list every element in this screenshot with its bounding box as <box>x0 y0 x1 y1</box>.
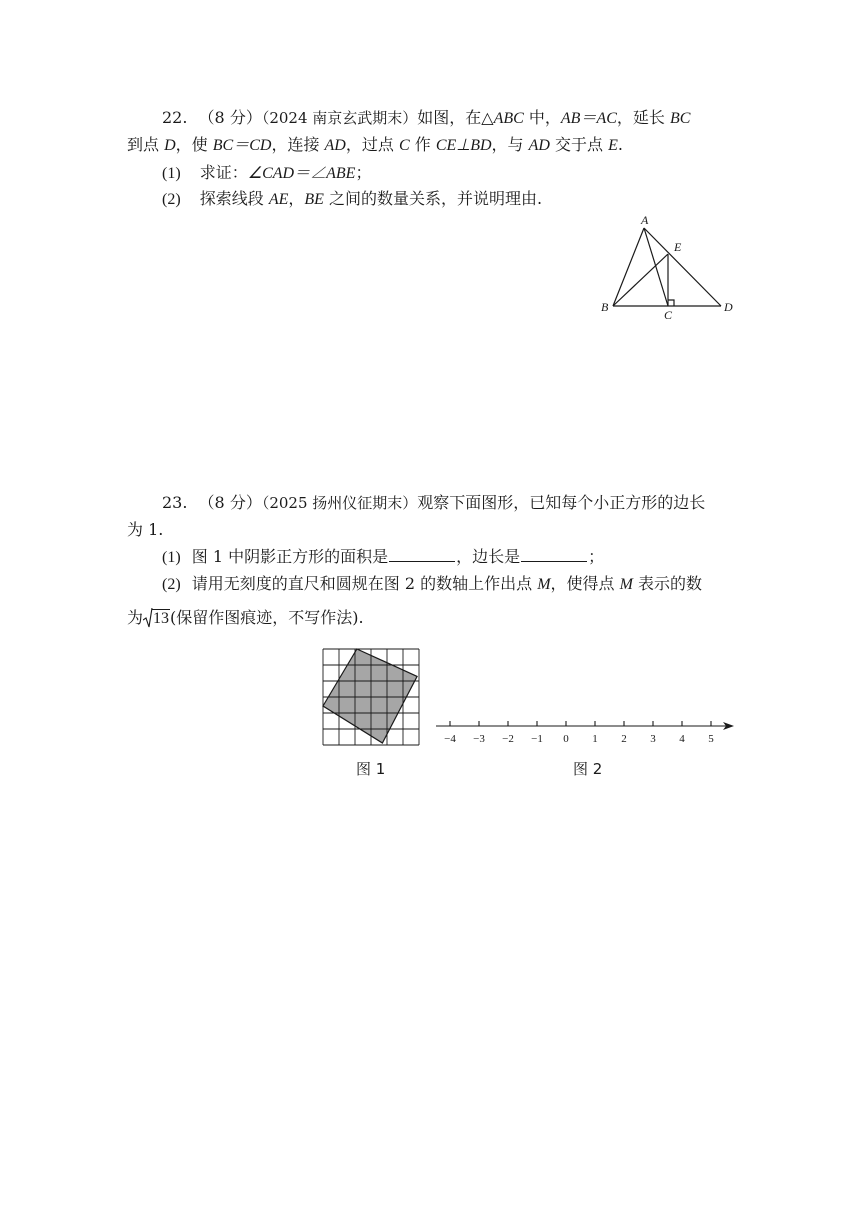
q23-line-2: 为 1. <box>127 520 164 539</box>
tick-label: −4 <box>444 733 456 745</box>
label-e: E <box>674 240 682 254</box>
right-angle-mark <box>668 300 674 306</box>
grid-figure-1 <box>320 646 422 748</box>
area-answer-blank[interactable] <box>389 547 455 562</box>
radical-sign-icon <box>143 608 153 628</box>
label-c: C <box>664 308 673 322</box>
caption-figure-2: 图 2 <box>573 760 603 778</box>
tick-label: 2 <box>621 733 627 745</box>
tick-label: −2 <box>502 733 514 745</box>
tick-label: 4 <box>679 733 685 745</box>
tick-label: 1 <box>592 733 598 745</box>
q22-number: 22. <box>162 108 188 127</box>
label-d: D <box>724 300 733 314</box>
tick-label: −1 <box>531 733 543 745</box>
q22-triangle-figure <box>596 210 746 322</box>
sqrt-13: 13 <box>143 607 170 630</box>
segment-ab <box>613 228 644 306</box>
q22-score: （8 分） <box>198 108 262 127</box>
q23-score: （8 分） <box>198 493 262 512</box>
q22-part-2: (2) 探索线段 AE，BE 之间的数量关系，并说明理由. <box>162 189 543 208</box>
side-answer-blank[interactable] <box>521 547 587 562</box>
tick-label: 5 <box>708 733 714 745</box>
tick-label: −3 <box>473 733 485 745</box>
q22-line-2: 到点 D，使 BC＝CD，连接 AD，过点 C 作 CE⊥BD，与 AD 交于点 E. <box>127 135 624 154</box>
q23-number: 23. <box>162 493 188 512</box>
q23-line-1: 23. （8 分）（2025 扬州仪征期末）观察下面图形，已知每个小正方形的边长 <box>162 493 706 512</box>
q22-source: （2024 南京玄武期末） <box>261 109 418 127</box>
tick-label: 0 <box>563 733 569 745</box>
q23-source: （2025 扬州仪征期末） <box>261 494 418 512</box>
label-a: A <box>641 213 649 227</box>
label-b: B <box>601 300 609 314</box>
q23-part-1: (1) 图 1 中阴影正方形的面积是 ，边长是 ； <box>162 547 605 566</box>
number-line-figure-2 <box>430 712 740 748</box>
q22-line-1: 22. （8 分）（2024 南京玄武期末）如图，在△ABC 中，AB＝AC，延长 BC <box>162 108 691 127</box>
q23-line-last: 为 13(保留作图痕迹，不写作法). <box>127 607 364 630</box>
q22-part-1: (1) 求证：∠CAD＝∠ABE； <box>162 163 372 182</box>
tick-label: 3 <box>650 733 656 745</box>
caption-figure-1: 图 1 <box>356 760 386 778</box>
q23-part-2: (2) 请用无刻度的直尺和圆规在图 2 的数轴上作出点 M，使得点 M 表示的数 <box>162 574 703 593</box>
